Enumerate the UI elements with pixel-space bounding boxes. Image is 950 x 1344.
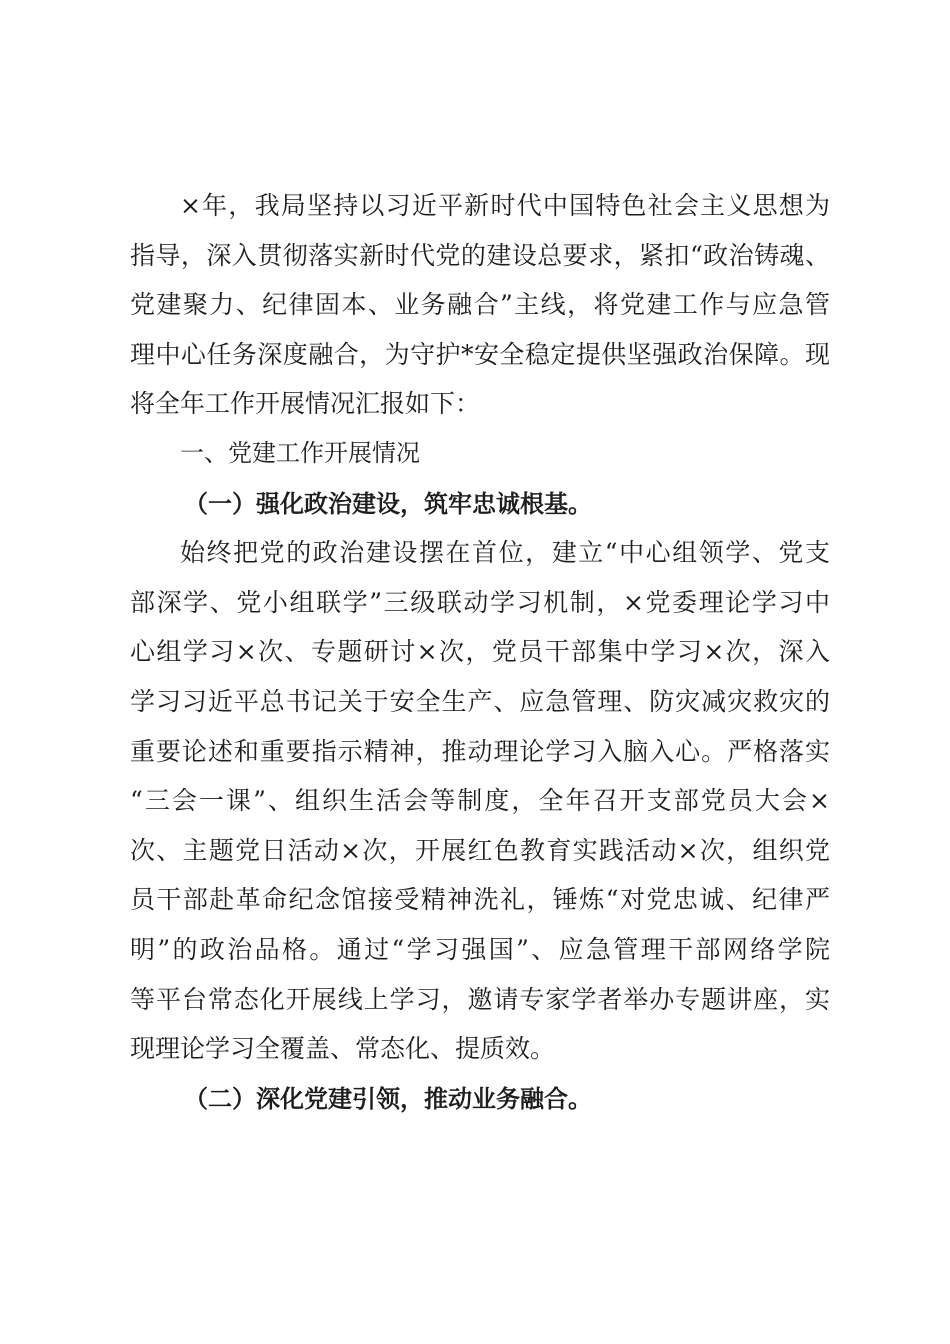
paragraph-line: 重要论述和重要指示精神，推动理论学习入脑入心。严格落实: [130, 736, 830, 766]
paragraph-line: “三会一课”、组织生活会等制度，全年召开支部党员大会×: [130, 786, 830, 816]
subsection-paragraph: [130, 528, 830, 1074]
section-heading: 一、党建工作开展情况: [180, 438, 420, 467]
document-body: [130, 181, 830, 1123]
paragraph-line: ×年，我局坚持以习近平新时代中国特色社会主义思想为: [180, 191, 830, 220]
paragraph-line: 始终把党的政治建设摆在首位，建立“中心组领学、党支: [180, 538, 830, 568]
subsection-heading: （一）强化政治建设，筑牢忠诚根基。: [184, 488, 592, 518]
paragraph-line: 党建聚力、纪律固本、业务融合”主线，将党建工作与应急管: [130, 290, 830, 320]
intro-paragraph: [130, 181, 830, 429]
paragraph-line: 现理论学习全覆盖、常态化、提质效。: [130, 1034, 556, 1064]
subsection-heading: （二）深化党建引领，推动业务融合。: [184, 1083, 592, 1113]
paragraph-line: 部深学、党小组联学”三级联动学习机制，×党委理论学习中: [130, 587, 830, 617]
paragraph-line: 心组学习×次、专题研讨×次，党员干部集中学习×次，深入: [130, 637, 830, 667]
paragraph-line: 员干部赴革命纪念馆接受精神洗礼，锤炼“对党忠诚、纪律严: [130, 885, 830, 915]
paragraph-line: 明”的政治品格。通过“学习强国”、应急管理干部网络学院: [130, 934, 830, 964]
paragraph-line: 等平台常态化开展线上学习，邀请专家学者举办专题讲座，实: [130, 984, 830, 1014]
paragraph-line: 将全年工作开展情况汇报如下：: [130, 389, 481, 419]
paragraph-line: 理中心任务深度融合，为守护*安全稳定提供坚强政治保障。现: [130, 339, 830, 369]
paragraph-line: 学习习近平总书记关于安全生产、应急管理、防灾减灾救灾的: [130, 686, 830, 716]
paragraph-line: 指导，深入贯彻落实新时代党的建设总要求，紧扣“政治铸魂、: [130, 240, 830, 270]
paragraph-line: 次、主题党日活动×次，开展红色教育实践活动×次，组织党: [130, 835, 830, 865]
